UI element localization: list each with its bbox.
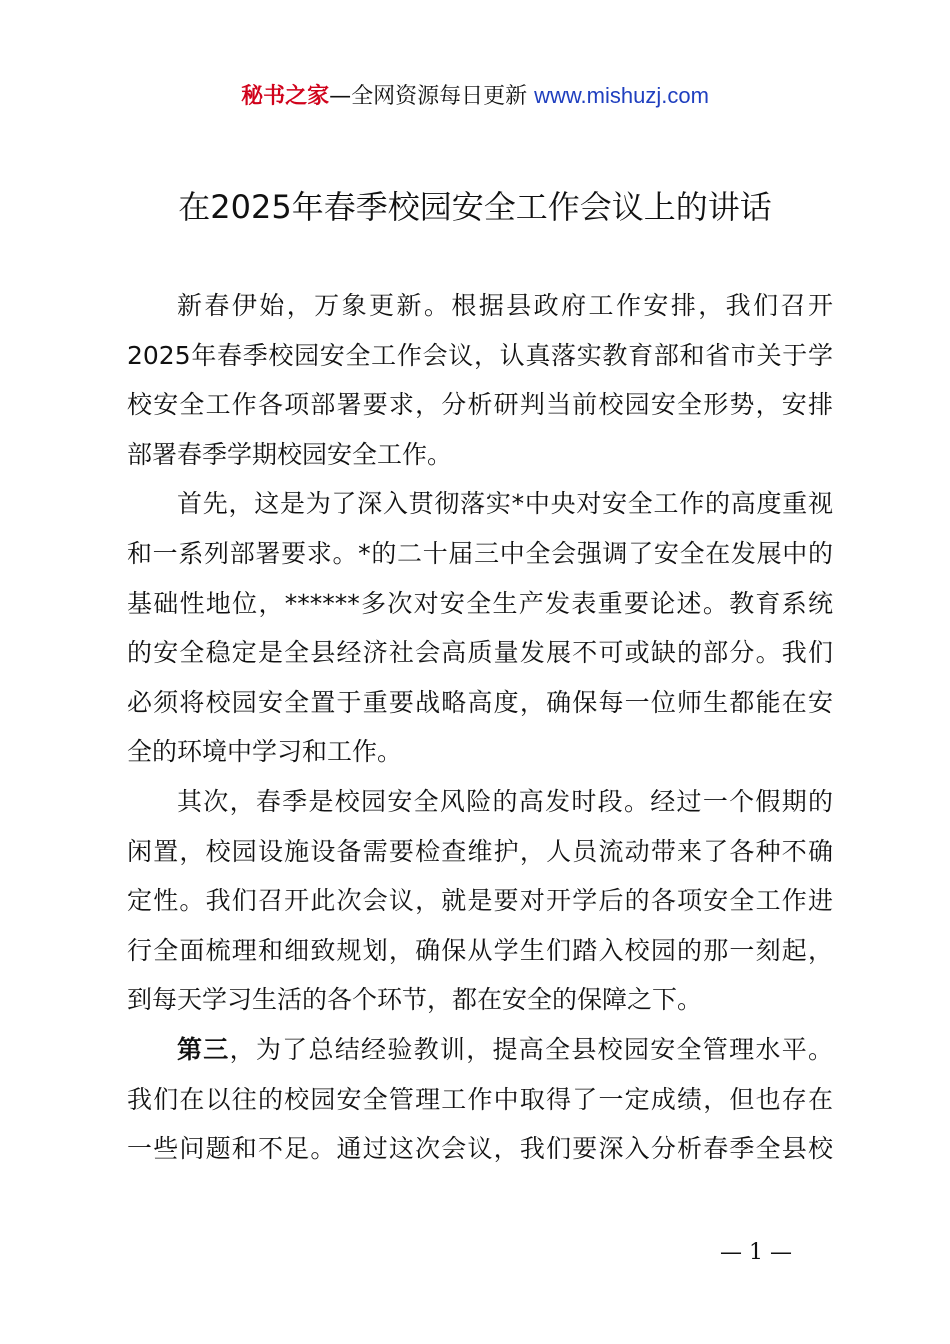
text-line: 定性。我们召开此次会议，就是要对开学后的各项安全工作进	[127, 886, 833, 916]
text-line: 基础性地位，******多次对安全生产发表重要论述。教育系统	[127, 588, 833, 618]
text-line: 必须将校园安全置于重要战略高度，确保每一位师生都能在安	[127, 687, 833, 717]
text-line: 部署春季学期校园安全工作。	[127, 439, 453, 469]
text-line: 我们在以往的校园安全管理工作中取得了一定成绩，但也存在	[127, 1084, 833, 1114]
page-number: — 1 —	[720, 1240, 792, 1265]
paragraph-lead: 第三	[177, 1034, 230, 1064]
site-brand: 秘书之家	[241, 84, 330, 109]
paragraph-3	[127, 777, 833, 1025]
text-line: 的安全稳定是全县经济社会高质量发展不可或缺的部分。我们	[127, 638, 833, 668]
text-line: 新春伊始，万象更新。根据县政府工作安排，我们召开	[177, 291, 833, 320]
paragraph-2	[127, 479, 833, 777]
paragraph-4	[127, 1025, 833, 1174]
text-line-rest: ，为了总结经验教训，提高全县校园安全管理水平。	[229, 1034, 833, 1064]
site-url[interactable]: www.mishuzj.com	[534, 83, 709, 108]
text-line	[127, 1025, 833, 1075]
text-line: 闲置，校园设施设备需要检查维护，人员流动带来了各种不确	[127, 836, 833, 866]
site-header	[0, 80, 950, 113]
text-line: 其次，春季是校园安全风险的高发时段。经过一个假期的	[177, 786, 833, 816]
text-line: 和一系列部署要求。*的二十届三中全会强调了安全在发展中的	[127, 538, 833, 568]
document-body	[127, 281, 833, 1174]
site-tagline: —全网资源每日更新	[329, 84, 528, 109]
text-line: 2025年春季校园安全工作会议，认真落实教育部和省市关于学	[127, 340, 833, 370]
text-line: 校安全工作各项部署要求，分析研判当前校园安全形势，安排	[127, 390, 833, 420]
document-title: 在2025年春季校园安全工作会议上的讲话	[178, 188, 772, 226]
text-line: 全的环境中学习和工作。	[127, 737, 403, 767]
paragraph-1	[127, 281, 833, 479]
text-line: 到每天学习生活的各个环节，都在安全的保障之下。	[127, 985, 703, 1015]
text-line: 首先，这是为了深入贯彻落实*中央对安全工作的高度重视	[177, 489, 833, 519]
text-line: 行全面梳理和细致规划，确保从学生们踏入校园的那一刻起，	[127, 935, 833, 965]
text-line: 一些问题和不足。通过这次会议，我们要深入分析春季全县校	[127, 1134, 833, 1164]
